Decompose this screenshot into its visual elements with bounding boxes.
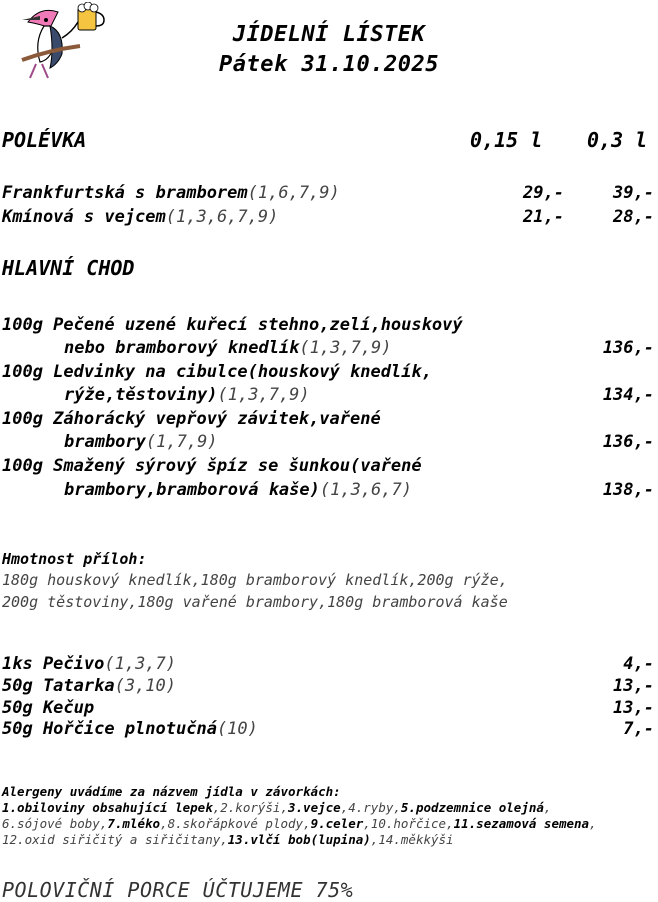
extra-item-price: 7,- <box>623 719 654 739</box>
main-item-price: 136,- <box>602 338 654 358</box>
extra-item-price: 13,- <box>613 698 654 718</box>
main-item-price: 134,- <box>602 385 654 405</box>
soup-price-small: 29,- <box>523 183 564 203</box>
allergen-14: 14.měkkýši <box>378 832 454 847</box>
extra-item-name: 50g Kečup <box>2 698 95 718</box>
soup-item-name: Kmínová s vejcem <box>2 207 166 227</box>
allergen-11: 11.sezamová semena <box>453 816 590 831</box>
soup-item-allergens: (1,3,6,7,9) <box>165 207 279 227</box>
extra-item-name: 50g Tatarka <box>2 676 115 696</box>
extra-item-price: 13,- <box>613 676 654 696</box>
extra-item <box>2 698 94 718</box>
allergen-4: 4.ryby <box>348 800 394 815</box>
main-item-line1: 100g Ledvinky na cibulce(houskový knedlík, <box>2 362 432 382</box>
soup-item-name: Frankfurtská s bramborem <box>2 183 248 203</box>
menu-title: JÍDELNÍ LÍSTEK <box>232 22 426 47</box>
main-item-name: nebo bramborový knedlík <box>64 338 300 358</box>
main-heading: HLAVNÍ CHOD <box>2 256 135 280</box>
main-item-allergens: (1,7,9) <box>145 432 218 452</box>
main-item-line1: 100g Pečené uzené kuřecí stehno,zelí,houskový <box>2 315 463 335</box>
main-item-price: 138,- <box>602 480 654 500</box>
allergens-line: 1.obiloviny obsahující lepek,2.korýši,3.vejce,4.ryby,5.podzemnice olejná, <box>2 800 552 815</box>
main-item-name: brambory <box>64 432 146 452</box>
allergens-heading: Alergeny uvádíme za názvem jídla v závorkách: <box>2 784 341 799</box>
allergen-5: 5.podzemnice olejná <box>400 800 544 815</box>
allergen-12: 12.oxid siřičitý a siřičitany <box>2 832 221 847</box>
extra-item-price: 4,- <box>623 654 654 674</box>
allergen-6: 6.sójové boby <box>2 816 100 831</box>
main-item-line1: 100g Smažený sýrový špíz se šunkou(vařené <box>2 456 422 476</box>
main-item-name: brambory,bramborová kaše) <box>64 480 320 500</box>
allergen-13: 13.vlčí bob(lupina) <box>227 832 371 847</box>
extra-item-name: 1ks Pečivo <box>2 654 105 674</box>
main-item-allergens: (1,3,7,9) <box>217 385 310 405</box>
soup-price-large: 39,- <box>613 183 654 203</box>
allergen-10: 10.hořčice <box>370 816 447 831</box>
extra-item-name: 50g Hořčice plnotučná <box>2 719 217 739</box>
main-item-line2 <box>64 480 412 500</box>
extra-item-allergens: (3,10) <box>114 676 177 696</box>
allergens-line: 12.oxid siřičitý a siřičitany,13.vlčí bob(lupina),14.měkkýši <box>2 832 454 847</box>
soup-heading: POLÉVKA <box>2 128 87 152</box>
soup-item-allergens: (1,6,7,9) <box>247 183 340 203</box>
allergen-9: 9.celer <box>310 816 364 831</box>
allergen-8: 8.skořápkové plody <box>167 816 304 831</box>
main-item-allergens: (1,3,7,9) <box>299 338 392 358</box>
soup-item <box>2 183 340 203</box>
extra-item-allergens: (10) <box>216 719 258 739</box>
menu-date: Pátek 31.10.2025 <box>219 52 439 77</box>
soup-size-large: 0,3 l <box>587 128 648 152</box>
main-item-line2 <box>64 385 310 405</box>
half-portion-note: POLOVIČNÍ PORCE ÚČTUJEME 75% <box>2 878 354 902</box>
extra-item-allergens: (1,3,7) <box>104 654 177 674</box>
soup-price-small: 21,- <box>523 207 564 227</box>
extra-item <box>2 676 176 696</box>
main-item-line2 <box>64 338 392 358</box>
allergen-1: 1.obiloviny obsahující lepek <box>2 800 213 815</box>
main-item-line2 <box>64 432 218 452</box>
soup-item <box>2 207 278 227</box>
main-item-allergens: (1,3,6,7) <box>319 480 412 500</box>
sides-heading: Hmotnost příloh: <box>2 550 147 568</box>
allergens-line: 6.sójové boby,7.mléko,8.skořápkové plody,9.celer,10.hořčice,11.sezamová semena, <box>2 816 597 831</box>
sides-line: 180g houskový knedlík,180g bramborový knedlík,200g rýže, <box>2 571 508 589</box>
allergen-7: 7.mléko <box>107 816 161 831</box>
main-item-price: 136,- <box>602 432 654 452</box>
extra-item <box>2 719 258 739</box>
allergen-3: 3.vejce <box>288 800 341 815</box>
extra-item <box>2 654 176 674</box>
main-item-name: rýže,těstoviny) <box>64 385 218 405</box>
allergen-2: 2.korýši <box>220 800 281 815</box>
sides-line: 200g těstoviny,180g vařené brambory,180g bramborová kaše <box>2 593 508 611</box>
soup-size-small: 0,15 l <box>470 128 543 152</box>
soup-price-large: 28,- <box>613 207 654 227</box>
main-item-line1: 100g Záhorácký vepřový závitek,vařené <box>2 409 381 429</box>
